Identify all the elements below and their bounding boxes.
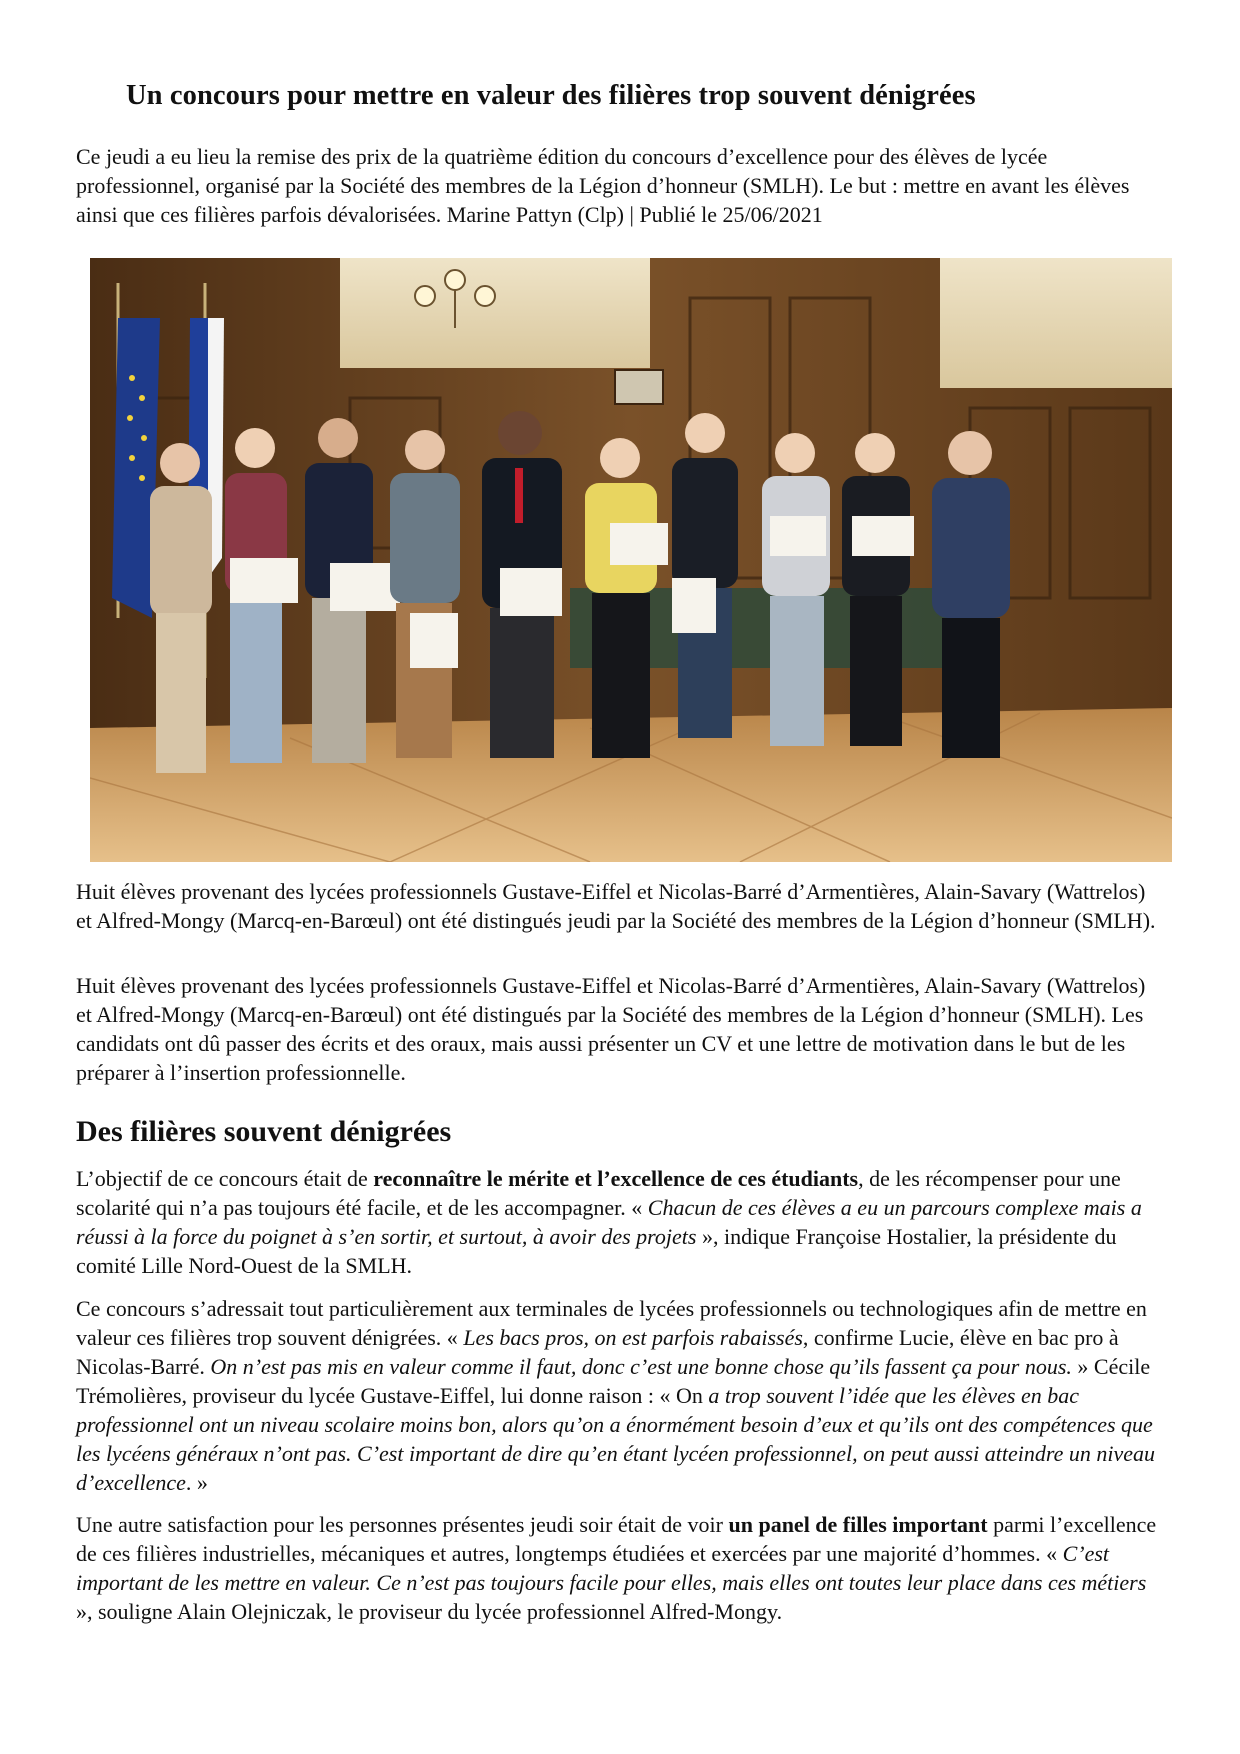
section-paragraph-1: L’objectif de ce concours était de reconnaître le mérite et l’excellence de ces étudiants, de les récompenser pour une scolarité qui n’a pas toujours été facile, et de les accompagner. « Chacun de ces élèves a eu un parcours complexe mais a réussi à la force du poignet à s’en sortir, et surtout, à avoir des projets », indique Françoise Hostalier, la présidente du comité Lille Nord-Ouest de la SMLH.: [76, 1166, 1142, 1278]
article-title: Un concours pour mettre en valeur des filières trop souvent dénigrées: [126, 80, 976, 111]
section-paragraph-2: Ce concours s’adressait tout particulièrement aux terminales de lycées professionnels ou technologiques afin de mettre en valeur ces filières trop souvent dénigrées. « Les bacs pros, on est parfois rabaissés, confirme Lucie, élève en bac pro à Nicolas-Barré. On n’est pas mis en valeur comme il faut, donc c’est une bonne chose qu’ils fassent ça pour nous. » Cécile Trémolières, proviseur du lycée Gustave-Eiffel, lui donne raison : « On a trop souvent l’idée que les élèves en bac professionnel ont un niveau scolaire moins bon, alors qu’on a énormément besoin d’eux et qu’ils ont des compétences que les lycéens généraux n’ont pas. C’est important de dire qu’en étant lycéen professionnel, on peut aussi atteindre un niveau d’excellence. »: [76, 1296, 1155, 1495]
photo-caption: Huit élèves provenant des lycées professionnels Gustave-Eiffel et Nicolas-Barré d’Armentières, Alain-Savary (Wattrelos) et Alfred-Mongy (Marcq-en-Barœul) ont été distingués jeudi par la Société des membres de la Légion d’honneur (SMLH).: [76, 879, 1156, 933]
section-heading: Des filières souvent dénigrées: [76, 1115, 452, 1148]
group-photo: [90, 258, 1172, 862]
article-lede: Ce jeudi a eu lieu la remise des prix de la quatrième édition du concours d’excellence pour des élèves de lycée professionnel, organisé par la Société des membres de la Légion d’honneur (SMLH). Le but : mettre en avant les élèves ainsi que ces filières parfois dévalorisées. Marine Pattyn (Clp) | Publié le 25/06/2021: [76, 144, 1130, 227]
body-paragraph-1: Huit élèves provenant des lycées professionnels Gustave-Eiffel et Nicolas-Barré d’Armentières, Alain-Savary (Wattrelos) et Alfred-Mongy (Marcq-en-Barœul) ont été distingués par la Société des membres de la Légion d’honneur (SMLH). Les candidats ont dû passer des écrits et des oraux, mais aussi présenter un CV et une lettre de motivation dans le but de les préparer à l’insertion professionnelle.: [76, 973, 1146, 1085]
section-paragraph-3: Une autre satisfaction pour les personnes présentes jeudi soir était de voir un panel de filles important parmi l’excellence de ces filières industrielles, mécaniques et autres, longtemps étudiées et exercées par une majorité d’hommes. « C’est important de les mettre en valeur. Ce n’est pas toujours facile pour elles, mais elles ont toutes leur place dans ces métiers », souligne Alain Olejniczak, le proviseur du lycée professionnel Alfred-Mongy.: [76, 1512, 1157, 1624]
